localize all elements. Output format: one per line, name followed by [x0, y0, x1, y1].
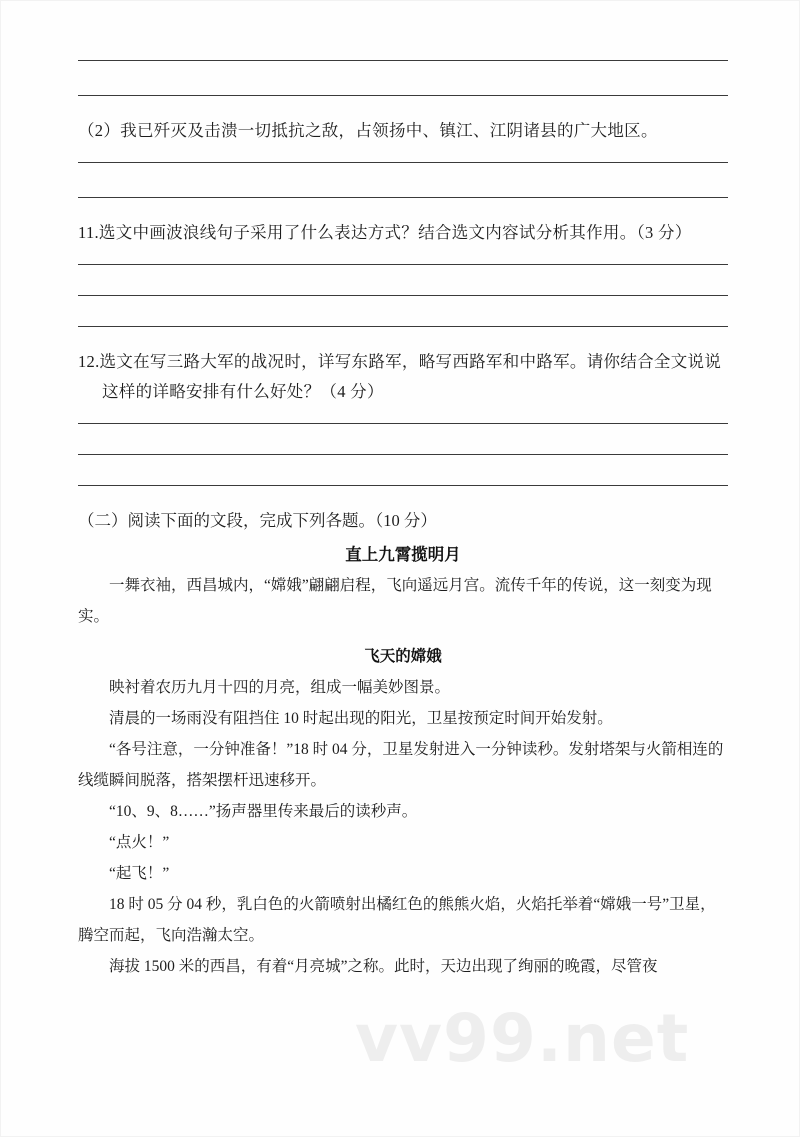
spacer	[78, 486, 728, 506]
article-paragraph: 映衬着农历九月十四的月亮，组成一幅美妙图景。	[109, 679, 451, 696]
answer-lines-q12	[78, 423, 728, 486]
article-paragraph: “起飞！”	[109, 865, 170, 882]
question-12-line-2: 这样的详略安排有什么好处？（4 分）	[102, 382, 384, 401]
article-lead-paragraph: 一舞衣袖，西昌城内，“嫦娥”翩翩启程，飞向遥远月宫。流传千年的传说，这一刻变为现实。	[78, 577, 712, 625]
page-content	[78, 60, 728, 982]
article-paragraph: “10、9、8……”扬声器里传来最后的读秒声。	[109, 803, 418, 820]
article-paragraph: 18 时 05 分 04 秒，乳白色的火箭喷射出橘红色的熊熊火焰，火焰托举着“嫦娥一号”卫星，腾空而起，飞向浩瀚太空。	[78, 896, 716, 944]
spacer	[78, 146, 728, 162]
spacer	[78, 248, 728, 264]
answer-rule-gap	[78, 163, 728, 197]
spacer	[78, 407, 728, 423]
answer-lines-q10	[78, 60, 728, 96]
answer-rule-gap	[78, 265, 728, 295]
answer-rule-gap	[78, 61, 728, 95]
answer-lines-q10-part2	[78, 162, 728, 198]
answer-lines-q11	[78, 264, 728, 327]
answer-rule-gap	[78, 455, 728, 485]
question-12-line-1: 12.选文在写三路大军的战况时，详写东路军，略写西路军和中路军。请你结合全文说说	[78, 352, 722, 371]
article-title: 直上九霄揽明月	[345, 545, 461, 564]
question-10-part-2: （2）我已歼灭及击溃一切抵抗之敌，占领扬中、镇江、江阴诸县的广大地区。	[78, 121, 658, 140]
answer-rule-gap	[78, 424, 728, 454]
spacer	[78, 198, 728, 218]
article-paragraph: “各号注意，一分钟准备！”18 时 04 分，卫星发射进入一分钟读秒。发射塔架与火箭相连的线缆瞬间脱落，搭架摆杆迅速移开。	[78, 741, 724, 789]
article-subtitle: 飞天的嫦娥	[364, 648, 442, 665]
spacer	[78, 327, 728, 347]
article-paragraph: 海拔 1500 米的西昌，有着“月亮城”之称。此时，天边出现了绚丽的晚霞，尽管夜	[109, 958, 658, 975]
watermark: vv99.net	[355, 1000, 690, 1077]
spacer	[78, 96, 728, 116]
question-11: 11.选文中画波浪线句子采用了什么表达方式？结合选文内容试分析其作用。（3 分）	[78, 223, 692, 242]
section-intro: （二）阅读下面的文段，完成下列各题。（10 分）	[78, 511, 437, 530]
answer-rule-gap	[78, 296, 728, 326]
article-paragraph: 清晨的一场雨没有阻挡住 10 时起出现的阳光，卫星按预定时间开始发射。	[109, 710, 613, 727]
article-paragraph: “点火！”	[109, 834, 170, 851]
spacer	[78, 632, 728, 640]
